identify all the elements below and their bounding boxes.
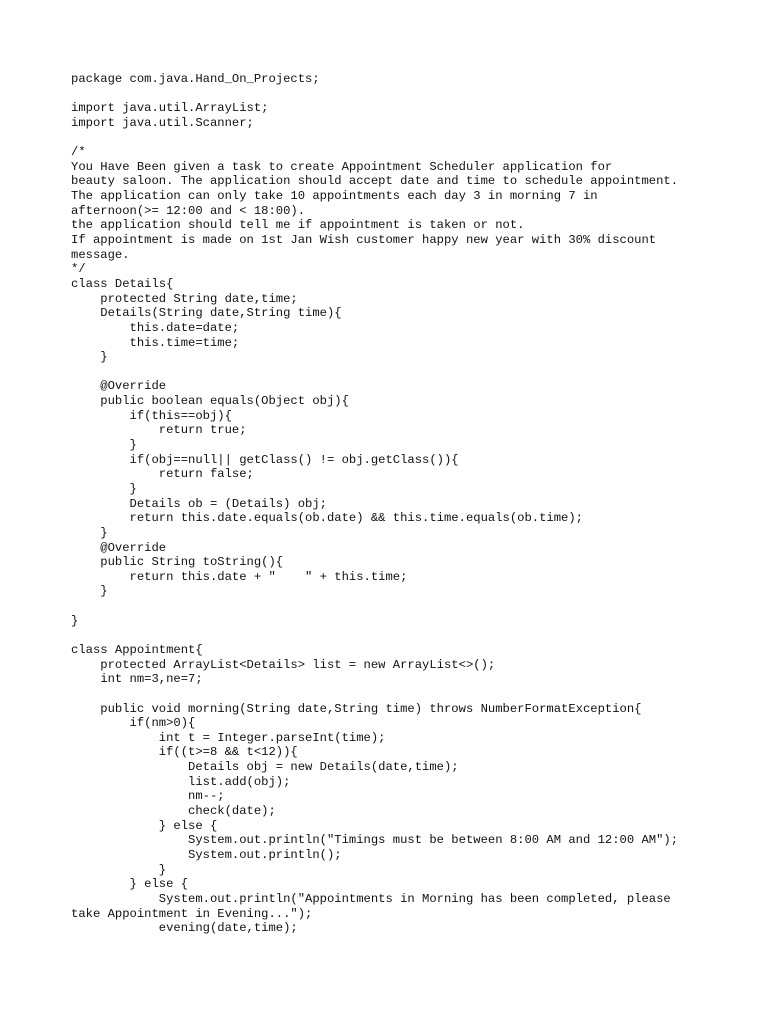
code-line: /*: [71, 145, 86, 160]
code-line: }: [71, 613, 79, 628]
code-line: public void morning(String date,String time) throws NumberFormatException{: [71, 701, 642, 716]
code-line: class Details{: [71, 276, 174, 291]
code-line: The application can only take 10 appointments each day 3 in morning 7 in: [71, 189, 598, 204]
code-line: }: [71, 350, 108, 365]
code-line: int nm=3,ne=7;: [71, 672, 203, 687]
code-line: if((t>=8 && t<12)){: [71, 745, 298, 760]
code-line: } else {: [71, 818, 218, 833]
code-line: Details ob = (Details) obj;: [71, 496, 327, 511]
code-line: return true;: [71, 423, 247, 438]
code-line: protected String date,time;: [71, 291, 298, 306]
code-line: If appointment is made on 1st Jan Wish customer happy new year with 30% discount: [71, 233, 657, 248]
code-line: }: [71, 584, 108, 599]
code-line: You Have Been given a task to create Appointment Scheduler application for: [71, 159, 613, 174]
code-listing: [71, 72, 678, 936]
code-line: protected ArrayList<Details> list = new ArrayList<>();: [71, 657, 496, 672]
code-line: return false;: [71, 467, 254, 482]
code-line: System.out.println();: [71, 847, 342, 862]
code-line: }: [71, 862, 167, 877]
code-line: list.add(obj);: [71, 774, 291, 789]
code-line: import java.util.Scanner;: [71, 115, 254, 130]
code-line: Details obj = new Details(date,time);: [71, 760, 459, 775]
code-line: this.time=time;: [71, 335, 240, 350]
code-line: class Appointment{: [71, 642, 203, 657]
code-line: }: [71, 481, 137, 496]
code-line: public boolean equals(Object obj){: [71, 394, 349, 409]
code-line: take Appointment in Evening...");: [71, 906, 313, 921]
code-line: System.out.println("Appointments in Morning has been completed, please: [71, 891, 671, 906]
code-line: nm--;: [71, 789, 225, 804]
code-line: [71, 599, 678, 614]
code-line: }: [71, 525, 108, 540]
code-line: @Override: [71, 379, 167, 394]
code-line: if(this==obj){: [71, 408, 232, 423]
code-line: this.date=date;: [71, 320, 240, 335]
code-line: return this.date + " " + this.time;: [71, 569, 408, 584]
code-line: beauty saloon. The application should accept date and time to schedule appointment.: [71, 174, 679, 189]
code-line: if(nm>0){: [71, 716, 196, 731]
code-line: if(obj==null|| getClass() != obj.getClass()){: [71, 452, 459, 467]
code-line: [71, 687, 678, 702]
code-line: Details(String date,String time){: [71, 306, 342, 321]
code-line: } else {: [71, 877, 189, 892]
code-line: public String toString(){: [71, 555, 284, 570]
code-line: package com.java.Hand_On_Projects;: [71, 72, 320, 86]
code-line: afternoon(>= 12:00 and < 18:00).: [71, 203, 306, 218]
code-line: message.: [71, 247, 130, 262]
code-line: [71, 628, 678, 643]
code-line: [71, 87, 678, 102]
code-line: */: [71, 262, 86, 277]
code-line: evening(date,time);: [71, 921, 298, 936]
code-line: import java.util.ArrayList;: [71, 101, 269, 116]
code-line: the application should tell me if appointment is taken or not.: [71, 218, 525, 233]
code-line: System.out.println("Timings must be between 8:00 AM and 12:00 AM");: [71, 833, 679, 848]
code-line: @Override: [71, 540, 167, 555]
code-line: check(date);: [71, 804, 276, 819]
code-line: return this.date.equals(ob.date) && this.time.equals(ob.time);: [71, 511, 583, 526]
code-line: [71, 365, 678, 380]
code-line: }: [71, 438, 137, 453]
code-line: [71, 131, 678, 146]
code-line: int t = Integer.parseInt(time);: [71, 730, 386, 745]
